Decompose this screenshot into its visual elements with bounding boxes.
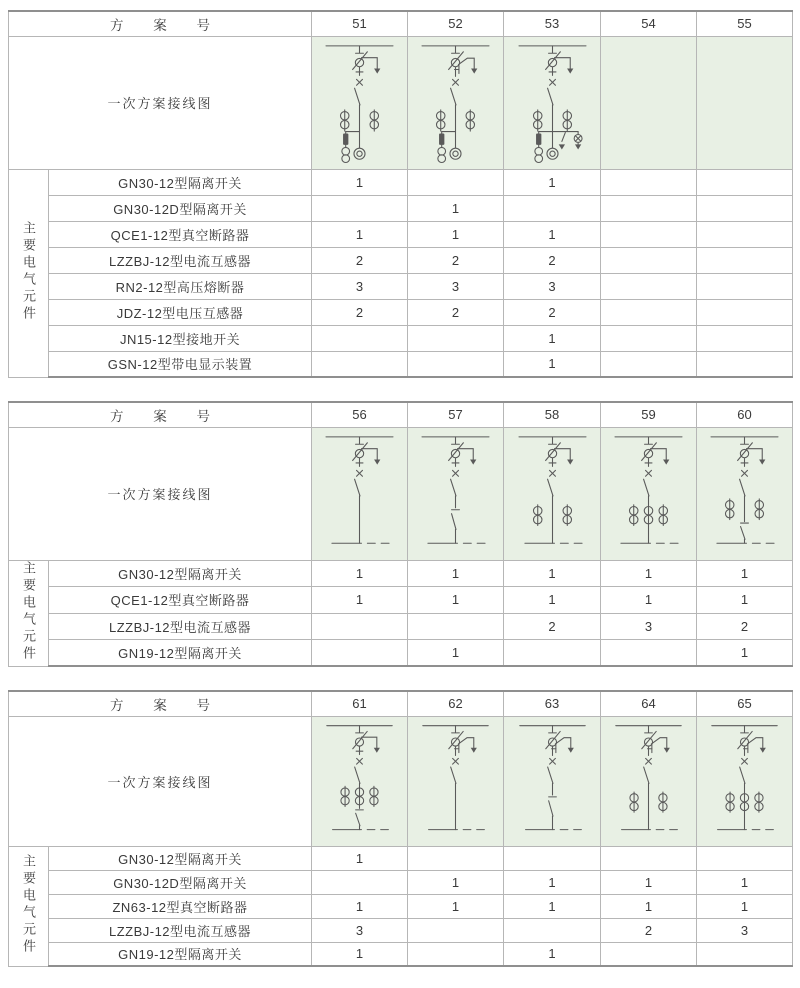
scheme-number-cell: 61 bbox=[312, 691, 408, 716]
one-line-diagram bbox=[601, 717, 696, 845]
one-line-diagram bbox=[312, 717, 407, 845]
component-group-label: 主要电气元件 bbox=[9, 846, 49, 966]
scheme-number-cell: 60 bbox=[697, 402, 793, 427]
one-line-diagram bbox=[408, 428, 503, 559]
diagram-cell-52 bbox=[408, 36, 504, 169]
scheme-number-cell: 55 bbox=[697, 11, 793, 36]
quantity-cell: 2 bbox=[504, 247, 601, 273]
component-row bbox=[9, 325, 793, 351]
quantity-cell bbox=[601, 942, 697, 966]
component-row bbox=[9, 870, 793, 894]
quantity-cell: 3 bbox=[601, 613, 697, 640]
quantity-cell: 1 bbox=[601, 587, 697, 614]
component-name-cell: JN15-12型接地开关 bbox=[49, 325, 312, 351]
quantity-cell bbox=[408, 942, 504, 966]
quantity-cell bbox=[504, 846, 601, 870]
one-line-diagram bbox=[697, 428, 792, 559]
scheme-tables-container bbox=[8, 10, 792, 967]
quantity-cell: 1 bbox=[312, 846, 408, 870]
quantity-cell bbox=[408, 169, 504, 195]
quantity-cell: 1 bbox=[504, 325, 601, 351]
quantity-cell bbox=[408, 613, 504, 640]
quantity-cell: 1 bbox=[697, 640, 793, 667]
quantity-cell bbox=[312, 325, 408, 351]
scheme-table-56-60 bbox=[8, 401, 793, 667]
one-line-diagram bbox=[408, 717, 503, 845]
quantity-cell: 1 bbox=[601, 560, 697, 587]
quantity-cell bbox=[408, 846, 504, 870]
quantity-cell bbox=[601, 846, 697, 870]
quantity-cell: 1 bbox=[408, 560, 504, 587]
component-row bbox=[9, 640, 793, 667]
quantity-cell: 1 bbox=[312, 169, 408, 195]
diagram-cell-58 bbox=[504, 427, 601, 560]
diagram-cell-65 bbox=[697, 716, 793, 846]
component-name-cell: GN19-12型隔离开关 bbox=[49, 640, 312, 667]
one-line-diagram bbox=[408, 37, 503, 168]
quantity-cell: 1 bbox=[312, 894, 408, 918]
quantity-cell bbox=[601, 169, 697, 195]
component-row bbox=[9, 351, 793, 377]
quantity-cell: 3 bbox=[312, 273, 408, 299]
component-name-cell: QCE1-12型真空断路器 bbox=[49, 587, 312, 614]
scheme-table-51-55 bbox=[8, 10, 793, 378]
scheme-header-label: 方案号 bbox=[9, 402, 312, 427]
quantity-cell: 1 bbox=[504, 560, 601, 587]
quantity-cell: 2 bbox=[504, 613, 601, 640]
quantity-cell: 2 bbox=[504, 299, 601, 325]
quantity-cell: 1 bbox=[408, 894, 504, 918]
component-name-cell: LZZBJ-12型电流互感器 bbox=[49, 247, 312, 273]
quantity-cell bbox=[504, 918, 601, 942]
quantity-cell bbox=[601, 221, 697, 247]
component-row bbox=[9, 846, 793, 870]
diagram-cell-57 bbox=[408, 427, 504, 560]
quantity-cell: 1 bbox=[601, 870, 697, 894]
quantity-cell: 1 bbox=[408, 195, 504, 221]
diagram-cell-63 bbox=[504, 716, 601, 846]
one-line-diagram bbox=[312, 428, 407, 559]
quantity-cell bbox=[697, 221, 793, 247]
scheme-number-cell: 59 bbox=[601, 402, 697, 427]
quantity-cell: 1 bbox=[504, 942, 601, 966]
scheme-number-cell: 56 bbox=[312, 402, 408, 427]
quantity-cell bbox=[601, 273, 697, 299]
component-row bbox=[9, 221, 793, 247]
one-line-diagram bbox=[697, 717, 792, 845]
diagram-cell-55 bbox=[697, 36, 793, 169]
scheme-number-cell: 65 bbox=[697, 691, 793, 716]
quantity-cell bbox=[601, 640, 697, 667]
quantity-cell: 2 bbox=[601, 918, 697, 942]
component-row bbox=[9, 918, 793, 942]
scheme-table-61-65 bbox=[8, 690, 793, 967]
quantity-cell bbox=[408, 325, 504, 351]
quantity-cell: 1 bbox=[697, 894, 793, 918]
quantity-cell bbox=[312, 870, 408, 894]
component-row bbox=[9, 894, 793, 918]
component-row bbox=[9, 169, 793, 195]
quantity-cell: 1 bbox=[408, 587, 504, 614]
scheme-number-cell: 53 bbox=[504, 11, 601, 36]
scheme-number-cell: 64 bbox=[601, 691, 697, 716]
component-name-cell: GN30-12型隔离开关 bbox=[49, 560, 312, 587]
scheme-header-label: 方案号 bbox=[9, 11, 312, 36]
quantity-cell bbox=[312, 613, 408, 640]
component-name-cell: GN30-12型隔离开关 bbox=[49, 846, 312, 870]
quantity-cell: 3 bbox=[408, 273, 504, 299]
component-name-cell: GN30-12D型隔离开关 bbox=[49, 870, 312, 894]
quantity-cell: 3 bbox=[504, 273, 601, 299]
component-row bbox=[9, 299, 793, 325]
quantity-cell: 2 bbox=[408, 247, 504, 273]
quantity-cell: 1 bbox=[312, 587, 408, 614]
quantity-cell bbox=[408, 351, 504, 377]
diagram-row-label: 一次方案接线图 bbox=[9, 427, 312, 560]
quantity-cell: 1 bbox=[408, 221, 504, 247]
quantity-cell bbox=[312, 640, 408, 667]
one-line-diagram bbox=[505, 428, 600, 559]
component-name-cell: GN30-12型隔离开关 bbox=[49, 169, 312, 195]
quantity-cell: 2 bbox=[408, 299, 504, 325]
component-name-cell: GSN-12型带电显示装置 bbox=[49, 351, 312, 377]
quantity-cell bbox=[601, 247, 697, 273]
quantity-cell bbox=[697, 942, 793, 966]
diagram-cell-59 bbox=[601, 427, 697, 560]
component-row bbox=[9, 587, 793, 614]
component-row bbox=[9, 247, 793, 273]
component-row bbox=[9, 560, 793, 587]
quantity-cell bbox=[601, 195, 697, 221]
diagram-cell-62 bbox=[408, 716, 504, 846]
quantity-cell bbox=[312, 351, 408, 377]
scheme-number-cell: 51 bbox=[312, 11, 408, 36]
diagram-cell-51 bbox=[312, 36, 408, 169]
quantity-cell: 2 bbox=[697, 613, 793, 640]
component-name-cell: GN19-12型隔离开关 bbox=[49, 942, 312, 966]
quantity-cell bbox=[697, 846, 793, 870]
quantity-cell bbox=[697, 351, 793, 377]
quantity-cell: 1 bbox=[312, 221, 408, 247]
quantity-cell bbox=[697, 169, 793, 195]
scheme-number-cell: 54 bbox=[601, 11, 697, 36]
one-line-diagram bbox=[312, 37, 407, 168]
quantity-cell: 1 bbox=[312, 560, 408, 587]
component-group-label: 主要电气元件 bbox=[9, 169, 49, 377]
diagram-cell-56 bbox=[312, 427, 408, 560]
scheme-number-cell: 57 bbox=[408, 402, 504, 427]
component-row bbox=[9, 942, 793, 966]
quantity-cell bbox=[601, 351, 697, 377]
diagram-row-label: 一次方案接线图 bbox=[9, 36, 312, 169]
quantity-cell: 1 bbox=[312, 942, 408, 966]
quantity-cell bbox=[697, 325, 793, 351]
quantity-cell: 3 bbox=[697, 918, 793, 942]
one-line-diagram bbox=[505, 717, 600, 845]
component-name-cell: QCE1-12型真空断路器 bbox=[49, 221, 312, 247]
quantity-cell bbox=[601, 325, 697, 351]
scheme-number-cell: 62 bbox=[408, 691, 504, 716]
quantity-cell: 1 bbox=[504, 351, 601, 377]
quantity-cell: 1 bbox=[504, 169, 601, 195]
component-row bbox=[9, 613, 793, 640]
scheme-number-cell: 63 bbox=[504, 691, 601, 716]
quantity-cell bbox=[697, 273, 793, 299]
quantity-cell bbox=[312, 195, 408, 221]
quantity-cell bbox=[601, 299, 697, 325]
quantity-cell: 2 bbox=[312, 299, 408, 325]
component-row bbox=[9, 273, 793, 299]
quantity-cell bbox=[408, 918, 504, 942]
quantity-cell: 1 bbox=[408, 640, 504, 667]
diagram-cell-60 bbox=[697, 427, 793, 560]
one-line-diagram bbox=[601, 428, 696, 559]
scheme-header-label: 方案号 bbox=[9, 691, 312, 716]
quantity-cell: 1 bbox=[697, 870, 793, 894]
quantity-cell: 1 bbox=[504, 221, 601, 247]
quantity-cell: 3 bbox=[312, 918, 408, 942]
component-name-cell: RN2-12型高压熔断器 bbox=[49, 273, 312, 299]
component-row bbox=[9, 195, 793, 221]
component-name-cell: LZZBJ-12型电流互感器 bbox=[49, 613, 312, 640]
quantity-cell: 1 bbox=[697, 587, 793, 614]
quantity-cell bbox=[697, 299, 793, 325]
quantity-cell: 1 bbox=[504, 870, 601, 894]
quantity-cell: 1 bbox=[697, 560, 793, 587]
scheme-number-cell: 58 bbox=[504, 402, 601, 427]
diagram-cell-64 bbox=[601, 716, 697, 846]
component-name-cell: GN30-12D型隔离开关 bbox=[49, 195, 312, 221]
quantity-cell: 1 bbox=[504, 587, 601, 614]
quantity-cell: 2 bbox=[312, 247, 408, 273]
quantity-cell: 1 bbox=[408, 870, 504, 894]
diagram-cell-61 bbox=[312, 716, 408, 846]
component-name-cell: ZN63-12型真空断路器 bbox=[49, 894, 312, 918]
one-line-diagram bbox=[505, 37, 600, 168]
quantity-cell bbox=[697, 247, 793, 273]
component-name-cell: LZZBJ-12型电流互感器 bbox=[49, 918, 312, 942]
quantity-cell bbox=[697, 195, 793, 221]
quantity-cell bbox=[504, 640, 601, 667]
quantity-cell: 1 bbox=[504, 894, 601, 918]
component-name-cell: JDZ-12型电压互感器 bbox=[49, 299, 312, 325]
quantity-cell: 1 bbox=[601, 894, 697, 918]
scheme-number-cell: 52 bbox=[408, 11, 504, 36]
diagram-cell-53 bbox=[504, 36, 601, 169]
quantity-cell bbox=[504, 195, 601, 221]
diagram-row-label: 一次方案接线图 bbox=[9, 716, 312, 846]
diagram-cell-54 bbox=[601, 36, 697, 169]
component-group-label: 主要电气元件 bbox=[9, 560, 49, 666]
